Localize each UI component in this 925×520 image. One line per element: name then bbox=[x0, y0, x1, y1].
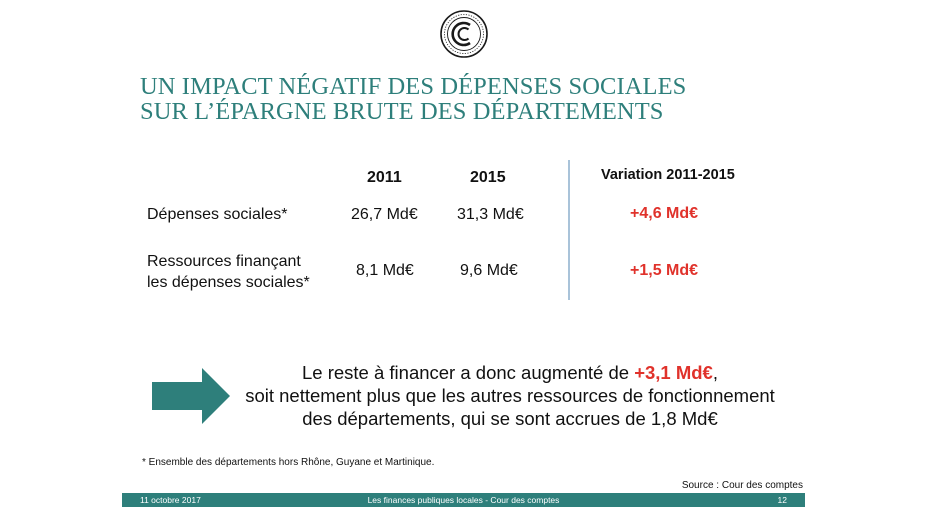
source-note: Source : Cour des comptes bbox=[681, 480, 803, 491]
row-label-ressources bbox=[147, 251, 310, 293]
header-variation: Variation 2011-2015 bbox=[601, 167, 735, 183]
value-2015-ressources: 9,6 Md€ bbox=[460, 262, 518, 279]
value-2011-depenses: 26,7 Md€ bbox=[351, 206, 418, 223]
header-2011: 2011 bbox=[367, 169, 402, 186]
row-label-line: Ressources finançant bbox=[147, 253, 301, 270]
variation-depenses: +4,6 Md€ bbox=[630, 205, 699, 222]
conclusion-line-3: des départements, qui se sont accrues de 1,8 Md€ bbox=[302, 408, 718, 429]
conclusion-line-1 bbox=[240, 361, 780, 384]
footer-title: Les finances publiques locales - Cour des comptes bbox=[367, 495, 560, 505]
conclusion-text bbox=[240, 361, 780, 430]
conclusion-prefix: Le reste à financer a donc augmenté de bbox=[301, 362, 635, 383]
conclusion-highlight: +3,1 Md€ bbox=[634, 362, 713, 383]
row-label-line: Dépenses sociales* bbox=[147, 206, 288, 223]
conclusion-line-2: soit nettement plus que les autres ressources de fonctionnement bbox=[245, 385, 775, 406]
footnote: * Ensemble des départements hors Rhône, Guyane et Martinique. bbox=[142, 457, 435, 468]
footer-bar bbox=[122, 493, 805, 507]
column-divider bbox=[568, 160, 570, 300]
title-line-1: UN IMPACT NÉGATIF DES DÉPENSES SOCIALES bbox=[140, 73, 687, 100]
value-2015-depenses: 31,3 Md€ bbox=[457, 206, 524, 223]
page-number: 12 bbox=[777, 495, 787, 505]
row-label-line: les dépenses sociales* bbox=[147, 274, 310, 291]
value-2011-ressources: 8,1 Md€ bbox=[356, 262, 414, 279]
variation-ressources: +1,5 Md€ bbox=[630, 262, 699, 279]
footer-date: 11 octobre 2017 bbox=[140, 495, 201, 505]
conclusion-suffix: , bbox=[712, 362, 718, 383]
title-line-2: SUR L’ÉPARGNE BRUTE DES DÉPARTEMENTS bbox=[140, 98, 664, 125]
arrow-right-icon bbox=[152, 368, 230, 424]
header-2015: 2015 bbox=[470, 169, 506, 186]
row-label-depenses-sociales bbox=[147, 204, 288, 225]
